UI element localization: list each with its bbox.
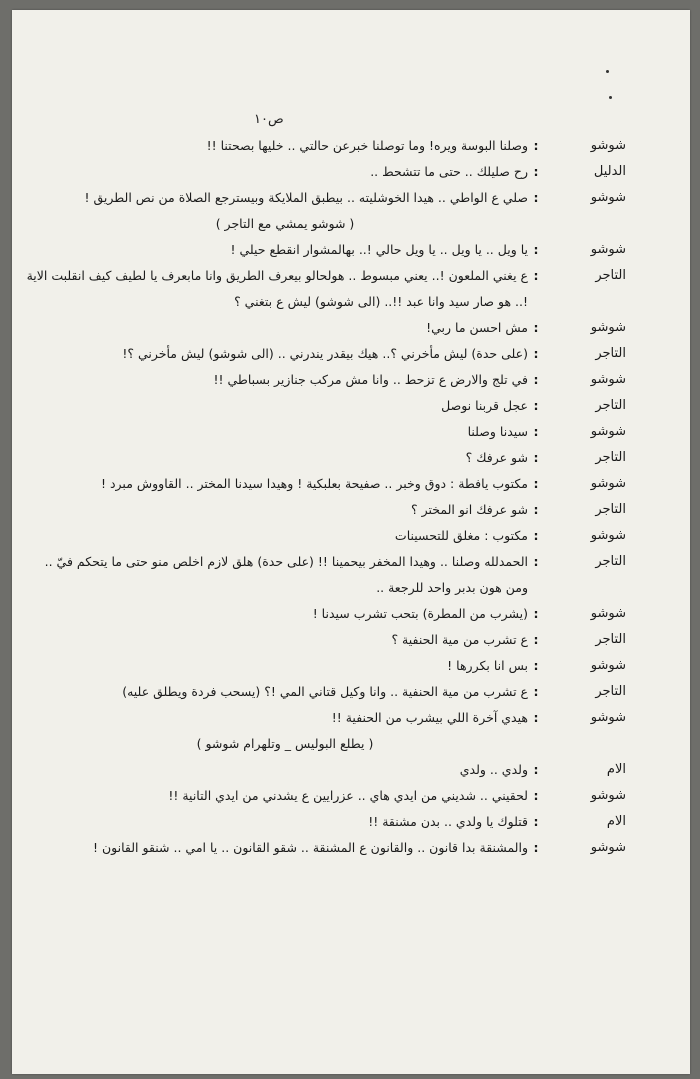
- dialogue-text: صلي ع الواطي .. هيدا الخوشليته .. بيطبق الملايكة وبيسترجع الصلاة من نص الطريق !: [84, 190, 528, 205]
- dialogue-line: [24, 705, 626, 731]
- speaker-separator: :: [533, 632, 539, 647]
- dialogue-text: (يشرب من المطرة) بتحب تشرب سيدنا !: [312, 606, 528, 621]
- speaker-name: التاجر: [595, 502, 626, 517]
- dialogue-text: مكتوب يافطة : دوق وخبر .. صفيحة بعلبكية ! وهيدا سيدنا المختر .. القاووش مبرد !: [100, 476, 528, 491]
- speaker-separator: :: [533, 762, 539, 777]
- speaker-separator: :: [533, 424, 539, 439]
- speaker-separator: :: [533, 372, 539, 387]
- dialogue-text: ع تشرب من مية الحنفية ؟: [391, 632, 528, 647]
- speaker-name: التاجر: [595, 450, 626, 465]
- speaker-separator: :: [533, 398, 539, 413]
- speaker-separator: :: [533, 346, 539, 361]
- dialogue-text: شو عرفك ؟: [465, 450, 528, 465]
- dialogue-line: [24, 653, 626, 679]
- speaker-name: شوشو: [590, 658, 626, 673]
- speaker-name: شوشو: [590, 190, 626, 205]
- speaker-separator: :: [533, 268, 539, 283]
- speaker-separator: :: [533, 164, 539, 179]
- speaker-name: التاجر: [595, 684, 626, 699]
- speaker-separator: :: [533, 684, 539, 699]
- dialogue-line: [24, 263, 626, 315]
- dialogue-text: ع تشرب من مية الحنفية .. وانا وكيل قتاني المي !؟ (يسحب فردة ويطلق عليه): [122, 684, 528, 699]
- page-number: ص١٠: [254, 112, 284, 127]
- speaker-separator: :: [533, 554, 539, 569]
- speaker-name: التاجر: [595, 346, 626, 361]
- speaker-name: شوشو: [590, 788, 626, 803]
- dialogue-text: يا ويل .. يا ويل .. يا ويل حالي !.. بهالمشوار انقطع حيلي !: [230, 242, 528, 257]
- dialogue-line: [24, 757, 626, 783]
- stage-direction: ( يطلع البوليس _ وتلهرام شوشو ): [196, 736, 374, 751]
- ink-speck: [606, 70, 609, 73]
- speaker-name: شوشو: [590, 528, 626, 543]
- dialogue-line: [24, 393, 626, 419]
- dialogue-text: بس انا بكررها !: [447, 658, 528, 673]
- speaker-separator: :: [533, 528, 539, 543]
- speaker-separator: :: [533, 242, 539, 257]
- speaker-separator: :: [533, 450, 539, 465]
- stage-direction: ( شوشو يمشي مع التاجر ): [215, 216, 355, 231]
- speaker-name: التاجر: [595, 268, 626, 283]
- ink-speck: [609, 96, 612, 99]
- speaker-separator: :: [533, 658, 539, 673]
- dialogue-text: وصلنا البوسة ويره! وما توصلنا خبرعن حالتي .. خليها بصحتنا !!: [206, 138, 528, 153]
- dialogue-line: [24, 627, 626, 653]
- speaker-separator: :: [533, 502, 539, 517]
- speaker-name: شوشو: [590, 138, 626, 153]
- dialogue-line: [24, 471, 626, 497]
- dialogue-text: مكتوب : مغلق للتحسينات: [394, 528, 528, 543]
- dialogue-line: [24, 445, 626, 471]
- dialogue-text: سيدنا وصلنا: [467, 424, 528, 439]
- dialogue-text: لحقيني .. شديني من ايدي هاي .. عزرايين ع يشدني من ايدي التانية !!: [168, 788, 528, 803]
- speaker-name: شوشو: [590, 242, 626, 257]
- dialogue-line: [24, 809, 626, 835]
- dialogue-line: [24, 601, 626, 627]
- speaker-name: الدليل: [593, 164, 626, 179]
- speaker-separator: :: [533, 138, 539, 153]
- speaker-separator: :: [533, 814, 539, 829]
- dialogue-line: [24, 679, 626, 705]
- speaker-separator: :: [533, 840, 539, 855]
- script-body: [24, 133, 626, 861]
- speaker-separator: :: [533, 190, 539, 205]
- dialogue-line: [24, 237, 626, 263]
- speaker-name: شوشو: [590, 476, 626, 491]
- speaker-name: شوشو: [590, 840, 626, 855]
- dialogue-text: (على حدة) ليش مأخرني ؟.. هيك بيقدر يندرني .. (الى شوشو) ليش مأخرني ؟!: [122, 346, 528, 361]
- speaker-name: شوشو: [590, 372, 626, 387]
- dialogue-line: [24, 367, 626, 393]
- dialogue-text: ع يغني الملعون !.. يعني مبسوط .. هولحالو بيعرف الطريق وانا مابعرف يا لطيف كيف انقلبت الاية !.. هو صار سيد وانا عبد !!.. (الى شوشو) ليش ع بتغني ؟: [26, 268, 528, 309]
- dialogue-line: [24, 341, 626, 367]
- dialogue-text: في تلج والارض ع تزحط .. وانا مش مركب جنازير بسباطي !!: [213, 372, 528, 387]
- dialogue-line: [24, 523, 626, 549]
- dialogue-line: [24, 419, 626, 445]
- dialogue-line: [24, 497, 626, 523]
- speaker-name: شوشو: [590, 710, 626, 725]
- speaker-separator: :: [533, 788, 539, 803]
- dialogue-text: مش احسن ما ربي!: [426, 320, 528, 335]
- dialogue-line: [24, 783, 626, 809]
- dialogue-text: عجل قربنا نوصل: [441, 398, 528, 413]
- speaker-name: الام: [606, 762, 626, 777]
- dialogue-line: [24, 835, 626, 861]
- dialogue-text: والمشنقة بدا قانون .. والقانون ع المشنقة .. شقو القانون .. يا امي .. شنقو القانون !: [93, 840, 528, 855]
- dialogue-text: هيدي آخرة اللي بيشرب من الحنفية !!: [331, 710, 528, 725]
- speaker-name: التاجر: [595, 398, 626, 413]
- speaker-separator: :: [533, 710, 539, 725]
- speaker-separator: :: [533, 320, 539, 335]
- dialogue-line: [24, 315, 626, 341]
- speaker-name: شوشو: [590, 320, 626, 335]
- dialogue-text: رح صليلك .. حتى ما تتشحط ..: [370, 164, 528, 179]
- dialogue-line: [24, 549, 626, 601]
- dialogue-line: [24, 185, 626, 211]
- dialogue-text: شو عرفك انو المختر ؟: [411, 502, 528, 517]
- dialogue-text: ولدي .. ولدي: [459, 762, 528, 777]
- speaker-name: التاجر: [595, 554, 626, 569]
- speaker-separator: :: [533, 476, 539, 491]
- dialogue-text: الحمدلله وصلنا .. وهيدا المخفر بيحمينا !! (على حدة) هلق لازم اخلص منو حتى ما يتحكم فيّ .. ومن هون بدبر واحد للرجعة ..: [44, 554, 528, 595]
- speaker-name: شوشو: [590, 606, 626, 621]
- dialogue-line: [24, 159, 626, 185]
- speaker-separator: :: [533, 606, 539, 621]
- dialogue-line: [24, 133, 626, 159]
- speaker-name: التاجر: [595, 632, 626, 647]
- speaker-name: الام: [606, 814, 626, 829]
- dialogue-text: قتلوك يا ولدي .. بدن مشنقة !!: [368, 814, 528, 829]
- speaker-name: شوشو: [590, 424, 626, 439]
